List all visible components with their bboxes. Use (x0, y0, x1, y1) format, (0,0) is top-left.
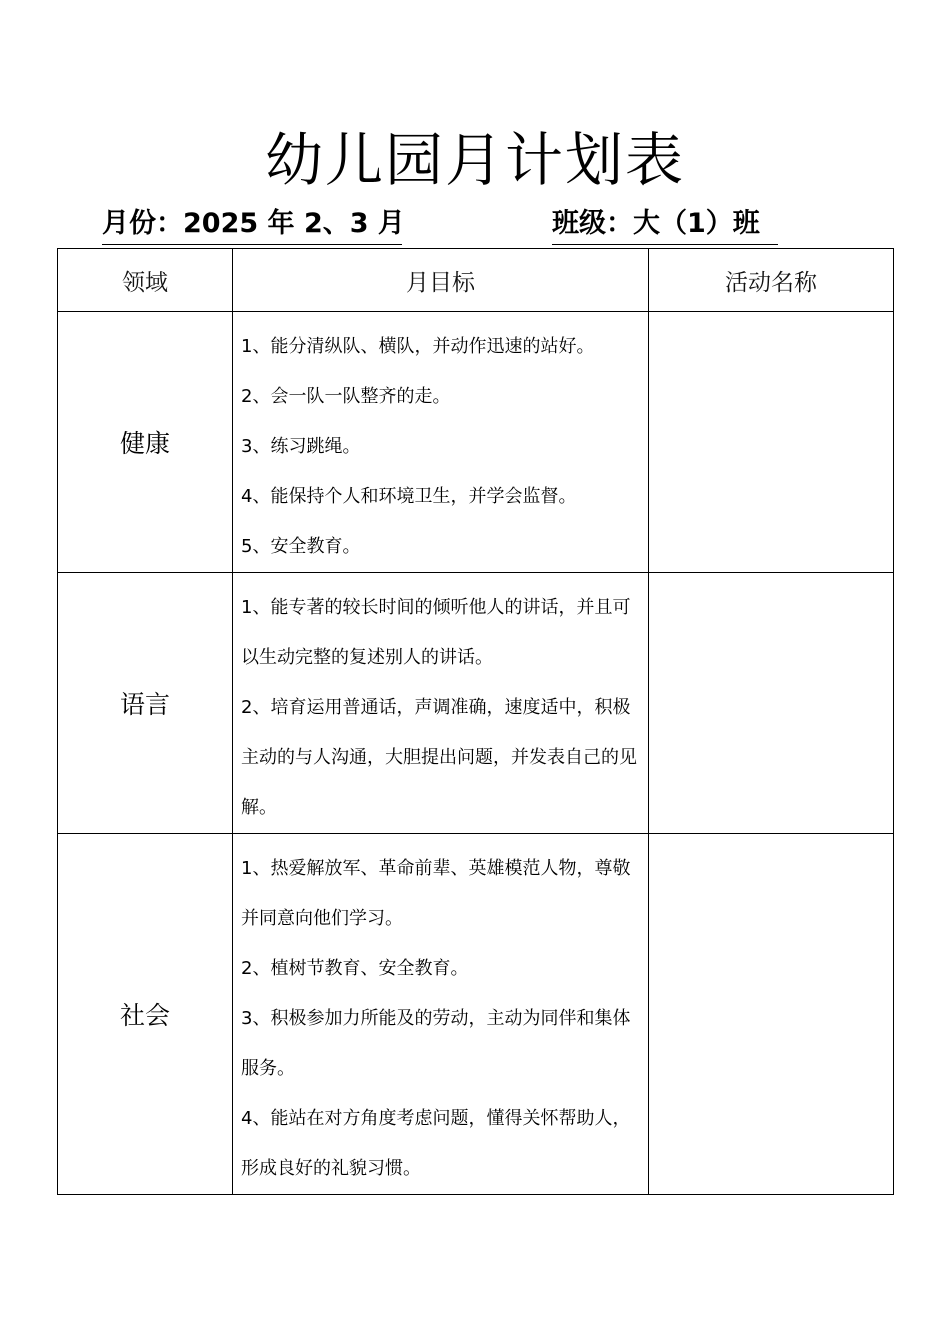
domain-cell: 语言 (58, 573, 233, 834)
table-header-row (58, 249, 894, 312)
goal-item: 1、热爱解放军、革命前辈、英雄模范人物，尊敬并同意向他们学习。 (241, 858, 631, 929)
month-label: 月份：2025 年 2、3 月 (102, 204, 402, 245)
goals-cell (233, 834, 649, 1195)
domain-cell: 社会 (58, 834, 233, 1195)
goal-item: 3、积极参加力所能及的劳动，主动为同伴和集体服务。 (241, 1008, 631, 1079)
domain-cell: 健康 (58, 312, 233, 573)
table-row (58, 834, 894, 1195)
goals-cell (233, 312, 649, 573)
activity-cell[interactable] (649, 834, 894, 1195)
goal-item: 3、练习跳绳。 (241, 436, 361, 457)
plan-table (57, 248, 894, 1195)
goal-item: 2、会一队一队整齐的走。 (241, 386, 451, 407)
goal-item: 1、能专著的较长时间的倾听他人的讲话，并且可以生动完整的复述别人的讲话。 (241, 597, 631, 668)
goal-item: 1、能分清纵队、横队，并动作迅速的站好。 (241, 336, 595, 357)
goal-item: 2、培育运用普通话，声调准确，速度适中，积极主动的与人沟通，大胆提出问题，并发表自己的见解。 (241, 697, 637, 818)
page-title: 幼儿园月计划表 (264, 126, 685, 194)
table-row (58, 312, 894, 573)
header-activity: 活动名称 (649, 249, 894, 312)
goal-item: 4、能站在对方角度考虑问题，懂得关怀帮助人，形成良好的礼貌习惯。 (241, 1108, 631, 1179)
class-label: 班级：大（1）班 (552, 204, 778, 245)
header-domain: 领域 (58, 249, 233, 312)
activity-cell[interactable] (649, 573, 894, 834)
header-goals: 月目标 (233, 249, 649, 312)
goal-item: 5、安全教育。 (241, 536, 361, 557)
table-row (58, 573, 894, 834)
goal-item: 4、能保持个人和环境卫生，并学会监督。 (241, 486, 577, 507)
goal-item: 2、植树节教育、安全教育。 (241, 958, 469, 979)
goals-cell (233, 573, 649, 834)
activity-cell[interactable] (649, 312, 894, 573)
